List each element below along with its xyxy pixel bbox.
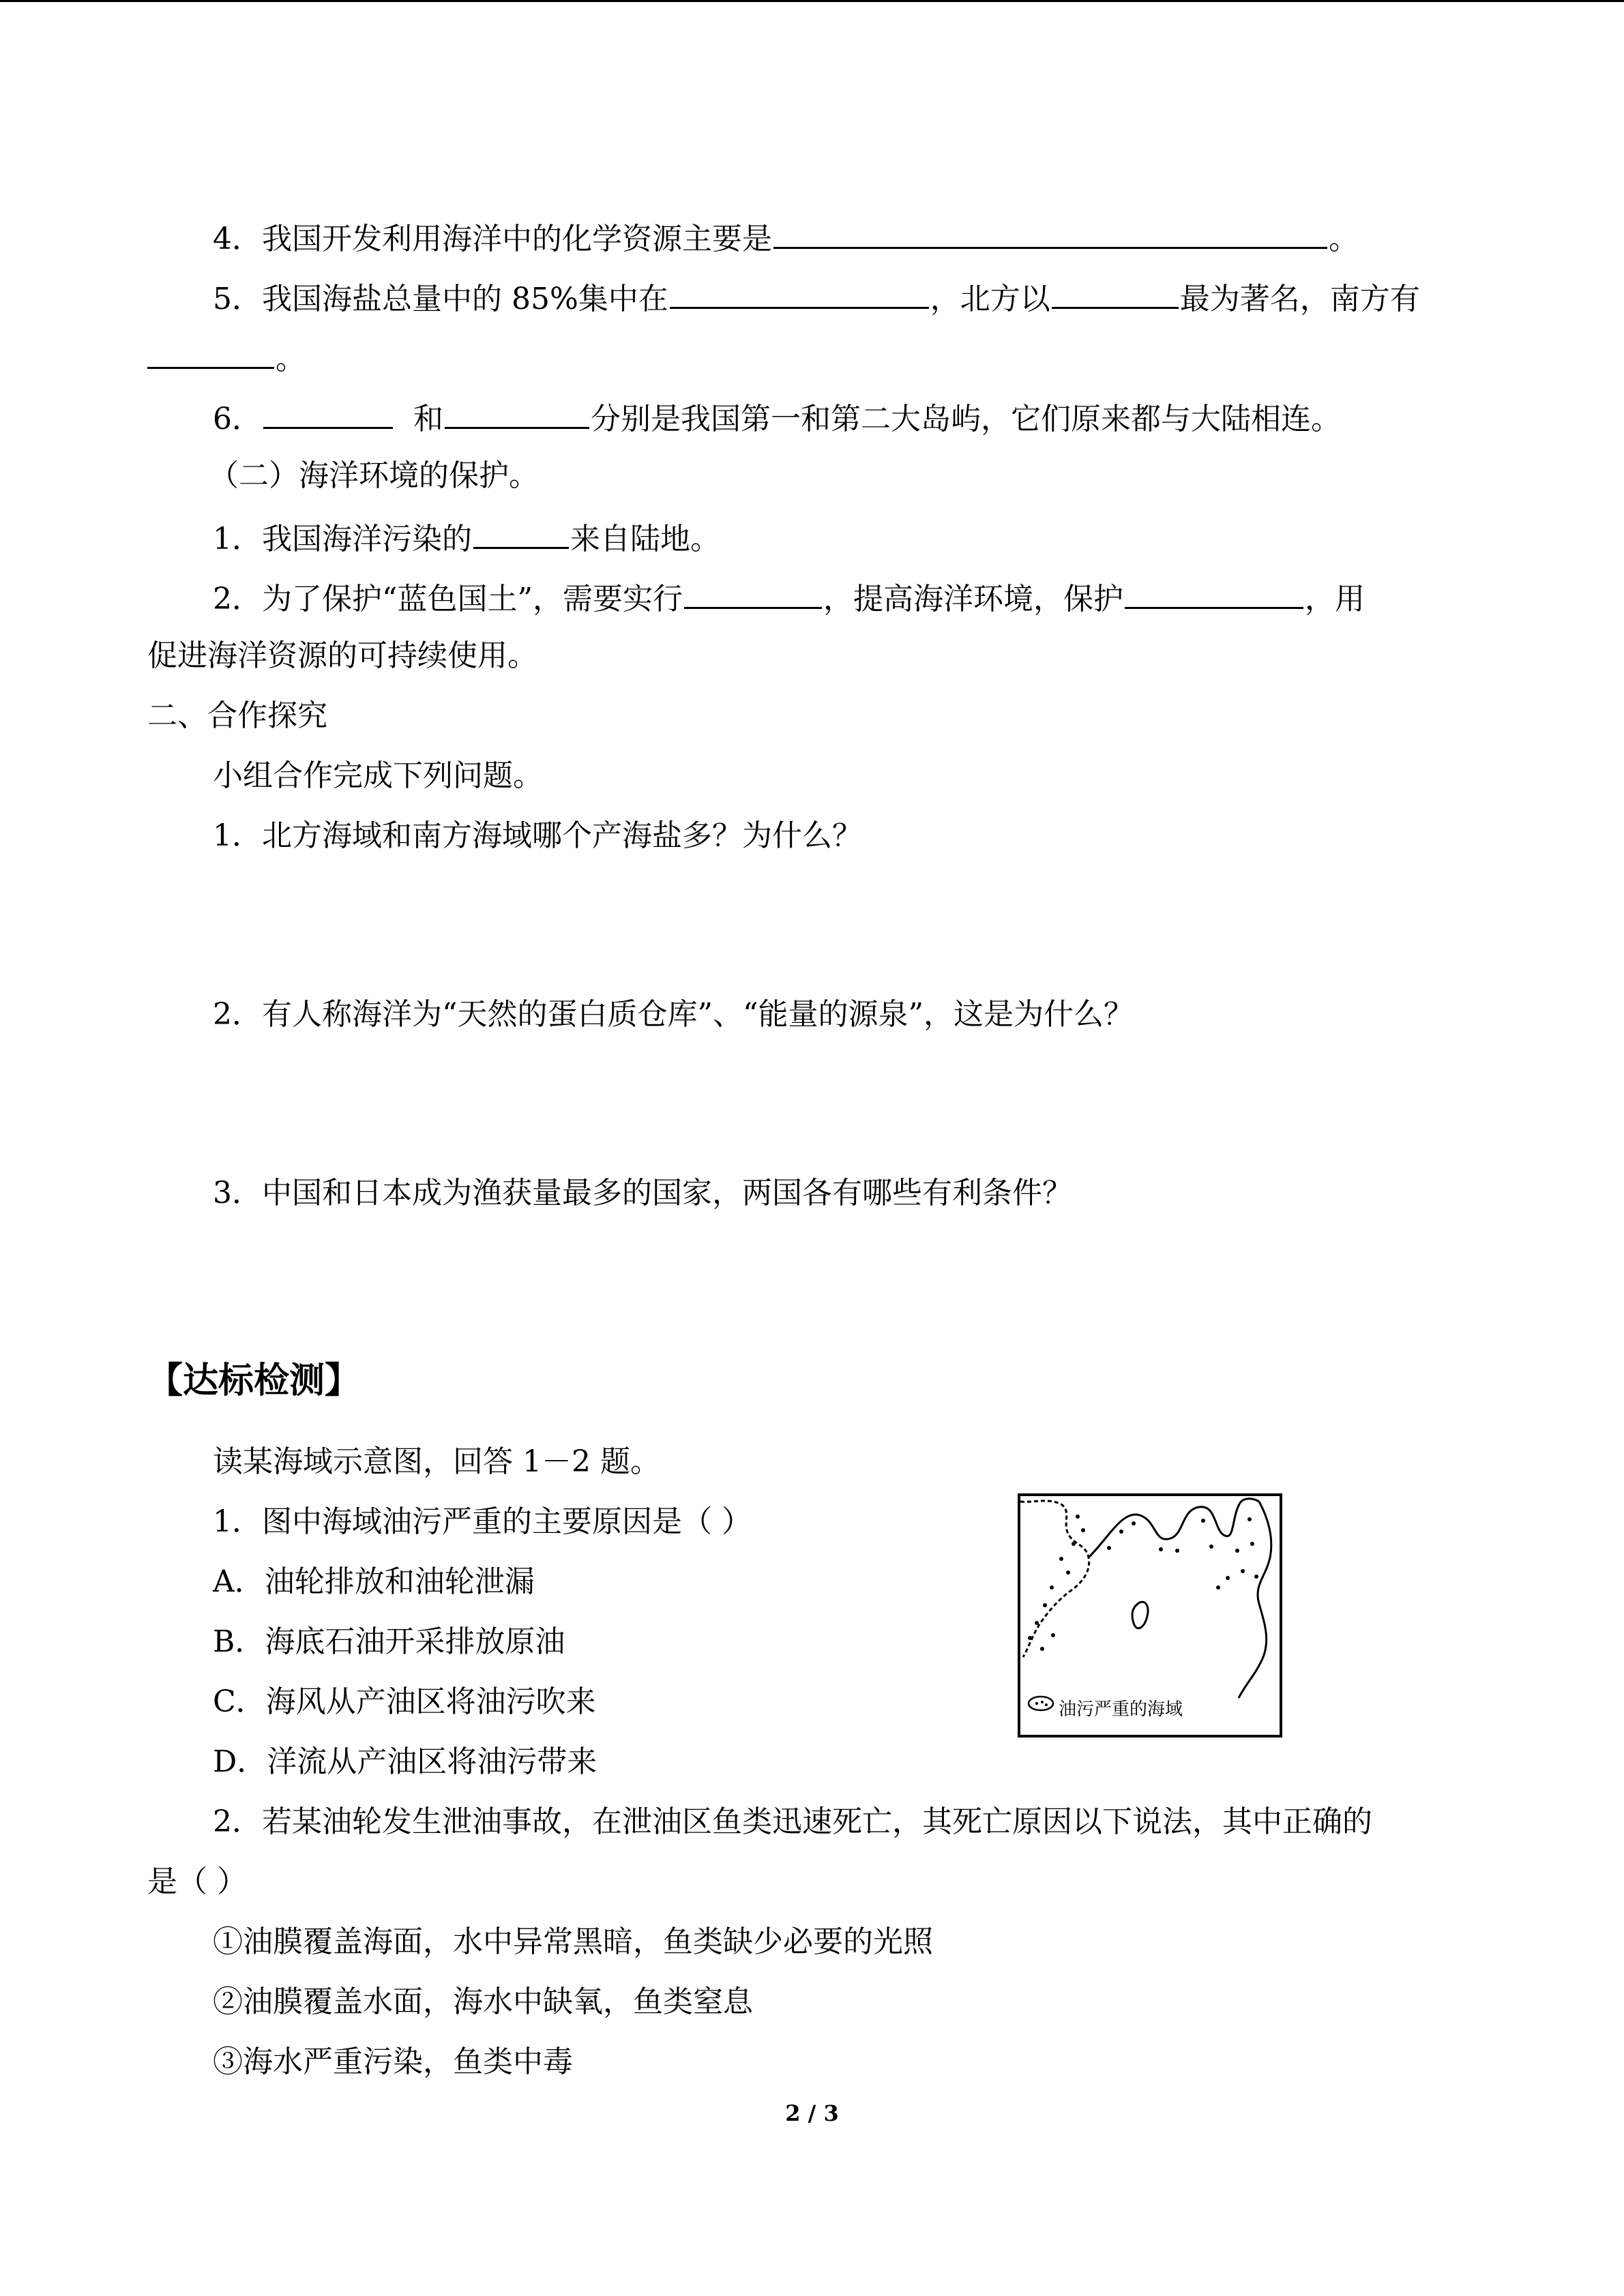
- option-c: C．海风从产油区将油污吹来: [213, 1684, 596, 1719]
- map-legend-label: 油污严重的海域: [1059, 1699, 1183, 1720]
- cooperation-intro: 小组合作完成下列问题。: [213, 758, 543, 793]
- cooperation-question-1: 1．北方海域和南方海域哪个产海盐多？为什么？: [213, 818, 862, 853]
- assessment-heading: 【达标检测】: [147, 1360, 361, 1401]
- env-question-2-line2: 促进海洋资源的可持续使用。: [147, 638, 537, 673]
- option-d: D．洋流从产油区将油污带来: [213, 1744, 597, 1779]
- question-6-text-2: 分别是我国第一和第二大岛屿，它们原来都与大陆相连。: [590, 402, 1341, 436]
- answer-blank[interactable]: [445, 396, 589, 429]
- answer-blank[interactable]: [773, 215, 1327, 249]
- answer-blank[interactable]: [1052, 275, 1179, 309]
- question-6-text: 和: [413, 402, 443, 436]
- question-4: [213, 215, 1359, 260]
- env-question-1-end: 来自陆地。: [570, 522, 720, 556]
- statement-1: ①油膜覆盖海面，水中异常黑暗，鱼类缺少必要的光照: [213, 1924, 933, 1959]
- statement-2: ②油膜覆盖水面，海水中缺氧，鱼类窒息: [213, 1984, 753, 2019]
- legend-swatch: [1029, 1697, 1053, 1710]
- question-4-end: 。: [1329, 222, 1359, 256]
- page-number: 2 / 3: [785, 2100, 839, 2126]
- sea-area-map: [1018, 1493, 1282, 1738]
- env-question-2: [213, 576, 1365, 620]
- statement-3: ③海水严重污染，鱼类中毒: [213, 2044, 573, 2079]
- option-b: B．海底石油开采排放原油: [213, 1624, 565, 1659]
- answer-blank[interactable]: [263, 396, 393, 429]
- question-5-end: 。: [276, 342, 306, 376]
- answer-blank[interactable]: [473, 516, 569, 549]
- env-question-1-text: 1．我国海洋污染的: [213, 522, 472, 556]
- question-5-text-2: ，北方以: [930, 282, 1050, 316]
- env-question-2-text-3: ，用: [1304, 582, 1365, 616]
- answer-blank[interactable]: [1125, 576, 1303, 609]
- section-title-cooperation: 二、合作探究: [147, 698, 327, 733]
- cooperation-question-3: 3．中国和日本成为渔获量最多的国家，两国各有哪些有利条件？: [213, 1176, 1072, 1210]
- question-5-text: 5．我国海盐总量中的 85%集中在: [213, 282, 668, 316]
- question-6-number: 6．: [213, 402, 262, 436]
- answer-blank[interactable]: [147, 336, 274, 369]
- assessment-question-2: 2．若某油轮发生泄油事故，在泄油区鱼类迅速死亡，其死亡原因以下说法，其中正确的: [213, 1804, 1372, 1839]
- question-6: [213, 396, 1341, 440]
- env-question-1: [213, 516, 720, 560]
- cooperation-question-2: 2．有人称海洋为“天然的蛋白质仓库”、“能量的源泉”，这是为什么？: [213, 997, 1134, 1032]
- assessment-intro: 读某海域示意图，回答 1－2 题。: [213, 1444, 660, 1479]
- question-5-text-3: 最为著名，南方有: [1179, 282, 1420, 316]
- assessment-question-1: 1．图中海域油污严重的主要原因是（ ）: [213, 1504, 752, 1539]
- env-question-2-text-2: ，提高海洋环境，保护: [823, 582, 1123, 616]
- env-question-2-text: 2．为了保护“蓝色国土”，需要实行: [213, 582, 683, 616]
- option-a: A．油轮排放和油轮泄漏: [213, 1564, 535, 1599]
- assessment-question-2-line2: 是（ ）: [147, 1864, 247, 1899]
- answer-blank[interactable]: [670, 275, 929, 309]
- subsection-title: （二）海洋环境的保护。: [209, 458, 539, 493]
- question-5: [213, 275, 1420, 320]
- question-5-continued: [147, 336, 306, 380]
- answer-blank[interactable]: [684, 576, 822, 609]
- question-4-text: 4．我国开发利用海洋中的化学资源主要是: [213, 222, 772, 256]
